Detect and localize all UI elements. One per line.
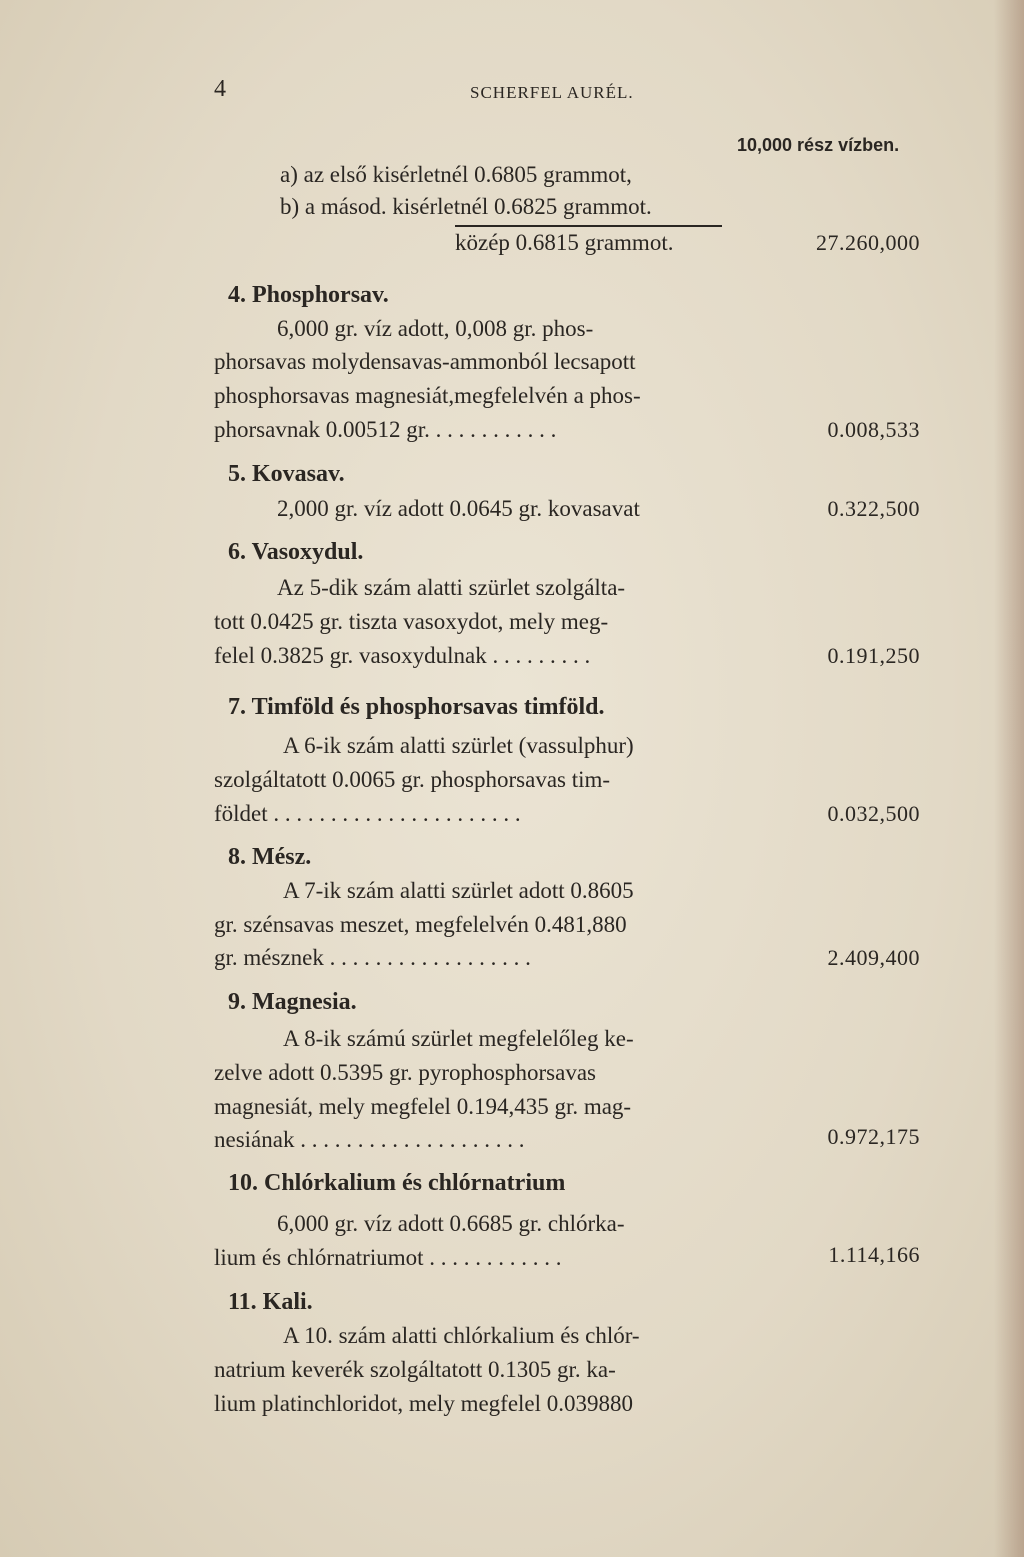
text-line: gr. mésznek . . . . . . . . . . . . . . . . . . xyxy=(214,945,531,970)
text-line: A 8-ik számú szürlet megfelelőleg ke- xyxy=(283,1026,634,1051)
value-column-entry: 1.114,166 xyxy=(828,1242,920,1267)
text-line: gr. szénsavas meszet, megfelelvén 0.481,880 xyxy=(214,912,627,937)
text-line: b) a másod. kisérletnél 0.6825 grammot. xyxy=(280,194,652,219)
value-column-entry: 0.972,175 xyxy=(827,1124,920,1149)
section-heading: 9. Magnesia. xyxy=(228,989,357,1015)
text-line: 6,000 gr. víz adott, 0,008 gr. phos- xyxy=(277,316,594,341)
text-line: közép 0.6815 grammot. xyxy=(455,230,674,255)
page-edge-shadow xyxy=(994,0,1024,1557)
text-line: lium platinchloridot, mely megfelel 0.039880 xyxy=(214,1391,634,1416)
text-line: A 10. szám alatti chlórkalium és chlór- xyxy=(283,1323,640,1348)
value-column-entry: 27.260,000 xyxy=(816,230,920,255)
text-line: szolgáltatott 0.0065 gr. phosphorsavas tim- xyxy=(214,767,611,792)
value-column-entry: 0.322,500 xyxy=(827,496,920,521)
text-line: 6,000 gr. víz adott 0.6685 gr. chlórka- xyxy=(277,1211,625,1236)
page-number: 4 xyxy=(214,76,226,102)
text-line: nesiának . . . . . . . . . . . . . . . . . . . . xyxy=(214,1127,525,1152)
text-line: földet . . . . . . . . . . . . . . . . . . . . . . xyxy=(214,801,521,826)
section-heading: 11. Kali. xyxy=(228,1289,313,1315)
text-line: phorsavnak 0.00512 gr. . . . . . . . . . . . xyxy=(214,417,557,442)
section-heading: 7. Timföld és phosphorsavas timföld. xyxy=(228,694,605,720)
text-line: phosphorsavas magnesiát,megfelelvén a phos- xyxy=(214,383,641,408)
text-line: felel 0.3825 gr. vasoxydulnak . . . . . . . . . xyxy=(214,643,591,668)
text-line: lium és chlórnatriumot . . . . . . . . . . . . xyxy=(214,1245,562,1270)
sum-rule xyxy=(455,225,722,227)
section-heading: 8. Mész. xyxy=(228,844,312,870)
section-heading: 6. Vasoxydul. xyxy=(228,539,364,565)
section-heading: 4. Phosphorsav. xyxy=(228,282,389,308)
text-line: tott 0.0425 gr. tiszta vasoxydot, mely meg- xyxy=(214,609,609,634)
value-column-entry: 2.409,400 xyxy=(827,945,920,970)
text-line: magnesiát, mely megfelel 0.194,435 gr. mag- xyxy=(214,1094,632,1119)
text-line: A 7-ik szám alatti szürlet adott 0.8605 xyxy=(283,878,634,903)
text-line: a) az első kisérletnél 0.6805 grammot, xyxy=(280,162,632,187)
section-heading: 5. Kovasav. xyxy=(228,461,345,487)
text-line: zelve adott 0.5395 gr. pyrophosphorsavas xyxy=(214,1060,596,1085)
value-column-entry: 0.008,533 xyxy=(827,417,920,442)
text-line: A 6-ik szám alatti szürlet (vassulphur) xyxy=(283,733,634,758)
value-column-entry: 0.191,250 xyxy=(827,643,920,668)
section-heading: 10. Chlórkalium és chlórnatrium xyxy=(228,1170,566,1196)
running-head: SCHERFEL AURÉL. xyxy=(470,83,634,102)
unit-column-header: 10,000 rész vízben. xyxy=(737,135,900,155)
text-line: Az 5-dik szám alatti szürlet szolgálta- xyxy=(277,575,626,600)
text-line: phorsavas molydensavas-ammonból lecsapott xyxy=(214,349,636,374)
text-line: natrium keverék szolgáltatott 0.1305 gr. ka- xyxy=(214,1357,616,1382)
text-line: 2,000 gr. víz adott 0.0645 gr. kovasavat xyxy=(277,496,640,521)
value-column-entry: 0.032,500 xyxy=(827,801,920,826)
